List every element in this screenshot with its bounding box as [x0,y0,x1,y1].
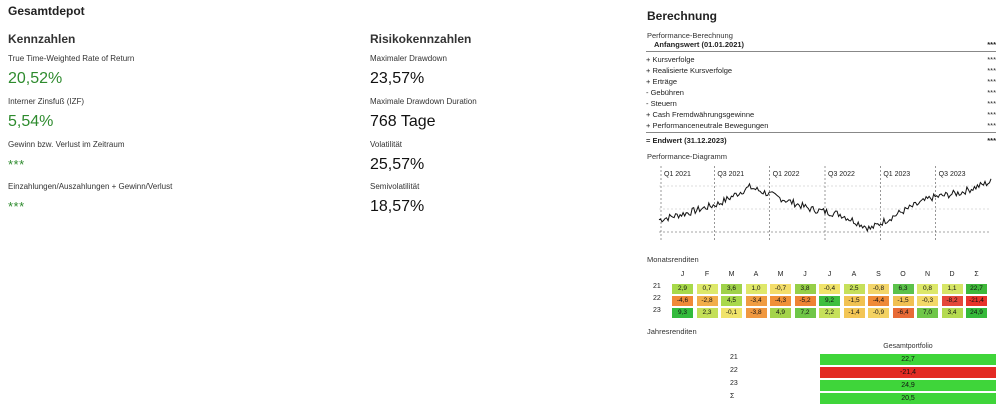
izf-value: 5,54% [8,113,54,130]
month-cell: 1,0 [746,284,767,294]
month-cell: 9,2 [819,296,840,306]
divider [646,51,996,52]
quarter-label: Q3 2023 [938,171,966,178]
end-label: = Endwert (31.12.2023) [646,136,727,145]
perf-row-value: *** [987,110,996,119]
month-header: D [949,271,955,278]
perf-row-value: *** [987,55,996,64]
year-label: 22 [730,367,738,374]
month-cell: 2,3 [697,308,718,318]
jahresrenditen-title: Jahresrenditen [647,327,697,336]
month-cell: -1,5 [893,296,914,306]
month-cell: 4,9 [770,308,791,318]
drawdown-duration-value: 768 Tage [370,113,436,130]
month-cell: 4,5 [721,296,742,306]
drawdown-value: 23,57% [370,70,425,87]
month-cell: 6,3 [893,284,914,294]
start-label: Anfangswert (01.01.2021) [654,40,745,49]
year-return-bar: -21,4 [820,367,996,378]
drawdown-label: Maximaler Drawdown [370,54,447,63]
perf-row-label: - Steuern [646,99,677,108]
month-cell: 3,6 [721,284,742,294]
perf-row [646,77,996,88]
twr-value: 20,52% [8,70,63,87]
month-cell: -3,8 [746,308,767,318]
perf-row-label: - Gebühren [646,88,684,97]
divider [646,132,996,133]
perf-row-label: + Performanceneutrale Bewegungen [646,121,769,130]
risiko-title: Risikokennzahlen [370,32,472,46]
perf-row-value: *** [987,121,996,130]
month-cell: 7,2 [795,308,816,318]
month-header: A [753,271,759,278]
month-cell: 2,9 [672,284,693,294]
month-header: J [803,271,807,278]
perf-row-value: *** [987,77,996,86]
semivolatility-value: 18,57% [370,198,425,215]
perf-row [646,88,996,99]
month-cell: -2,8 [697,296,718,306]
end-value: *** [987,136,996,145]
quarter-label: Q3 2021 [717,171,745,178]
month-cell: 9,3 [672,308,693,318]
month-cell: -8,2 [942,296,963,306]
performance-chart [655,164,995,242]
month-header: F [704,271,710,278]
perf-row [646,110,996,121]
perf-row [646,121,996,132]
year-label: 22 [653,295,661,302]
diagram-title: Performance-Diagramm [647,152,728,161]
perf-row-label: + Erträge [646,77,678,86]
start-value: *** [987,40,996,49]
perf-row [646,66,996,77]
perf-row-value: *** [987,88,996,97]
year-label: 23 [730,380,738,387]
month-cell: -3,4 [746,296,767,306]
month-header: M [777,271,784,278]
month-cell: 3,8 [795,284,816,294]
einzahlungen-value: *** [8,199,25,214]
month-cell: -21,4 [966,296,987,306]
izf-label: Interner Zinsfuß (IZF) [8,97,85,106]
gewinn-value: *** [8,157,25,172]
month-cell: -1,4 [844,308,865,318]
month-cell: -0,1 [721,308,742,318]
month-cell: -4,6 [672,296,693,306]
month-cell: -1,5 [844,296,865,306]
volatility-label: Volatilität [370,140,403,149]
month-header: N [924,271,931,278]
year-label: 21 [730,354,738,361]
month-cell: -5,2 [795,296,816,306]
month-cell: 7,0 [917,308,938,318]
gewinn-label: Gewinn bzw. Verlust im Zeitraum [8,140,125,149]
twr-label: True Time-Weighted Rate of Return [8,54,135,63]
year-label: 21 [653,283,661,290]
month-cell: -0,4 [819,284,840,294]
page-title: Gesamtdepot [8,4,85,18]
perf-row-label: + Cash Fremdwährungsgewinne [646,110,755,119]
month-cell: 24,9 [966,308,987,318]
quarter-label: Q1 2021 [664,171,691,178]
perf-row-value: *** [987,66,996,75]
year-return-bar: 24,9 [820,380,996,391]
perf-row-label: + Realisierte Kursverfolge [646,66,733,75]
perf-row-value: *** [987,99,996,108]
month-cell: 3,4 [942,308,963,318]
month-cell: 2,5 [844,284,865,294]
year-label: 23 [653,307,661,314]
perf-row [646,99,996,110]
month-cell: 1,1 [942,284,963,294]
drawdown-duration-label: Maximale Drawdown Duration [370,97,477,106]
month-cell: -0,9 [868,308,889,318]
end-row [646,136,996,147]
month-header: A [851,271,857,278]
month-header: M [728,271,735,278]
perf-row-label: + Kursverfolge [646,55,695,64]
month-cell: -4,3 [770,296,791,306]
month-cell: 0,7 [697,284,718,294]
berechnung-title: Berechnung [647,9,718,23]
year-return-bar: 22,7 [820,354,996,365]
month-header: J [827,271,832,278]
quarter-label: Q1 2022 [772,171,800,178]
month-header: S [876,271,881,278]
month-cell: -0,8 [868,284,889,294]
month-header: Σ [974,271,979,278]
month-header: J [680,271,685,278]
month-header: O [900,271,906,278]
kennzahlen-title: Kennzahlen [8,32,76,46]
quarter-label: Q3 2022 [828,171,855,178]
quarter-label: Q1 2023 [883,171,911,178]
month-cell: 0,8 [917,284,938,294]
performance-berechnung-title: Performance-Berechnung [647,31,733,40]
semivolatility-label: Semivolatilität [370,182,420,191]
perf-row [646,55,996,66]
gesamtportfolio-header: Gesamtportfolio [883,343,933,350]
year-label: Σ [730,393,735,400]
monatsrenditen-title: Monatsrenditen [647,255,699,264]
month-cell: -0,3 [917,296,938,306]
volatility-value: 25,57% [370,156,425,173]
einzahlungen-label: Einzahlungen/Auszahlungen + Gewinn/Verlust [8,182,173,191]
month-cell: -4,4 [868,296,889,306]
year-return-bar: 20,5 [820,393,996,404]
month-cell: -0,7 [770,284,791,294]
month-cell: 22,7 [966,284,987,294]
start-row [646,40,996,51]
month-cell: -6,4 [893,308,914,318]
month-cell: 2,2 [819,308,840,318]
